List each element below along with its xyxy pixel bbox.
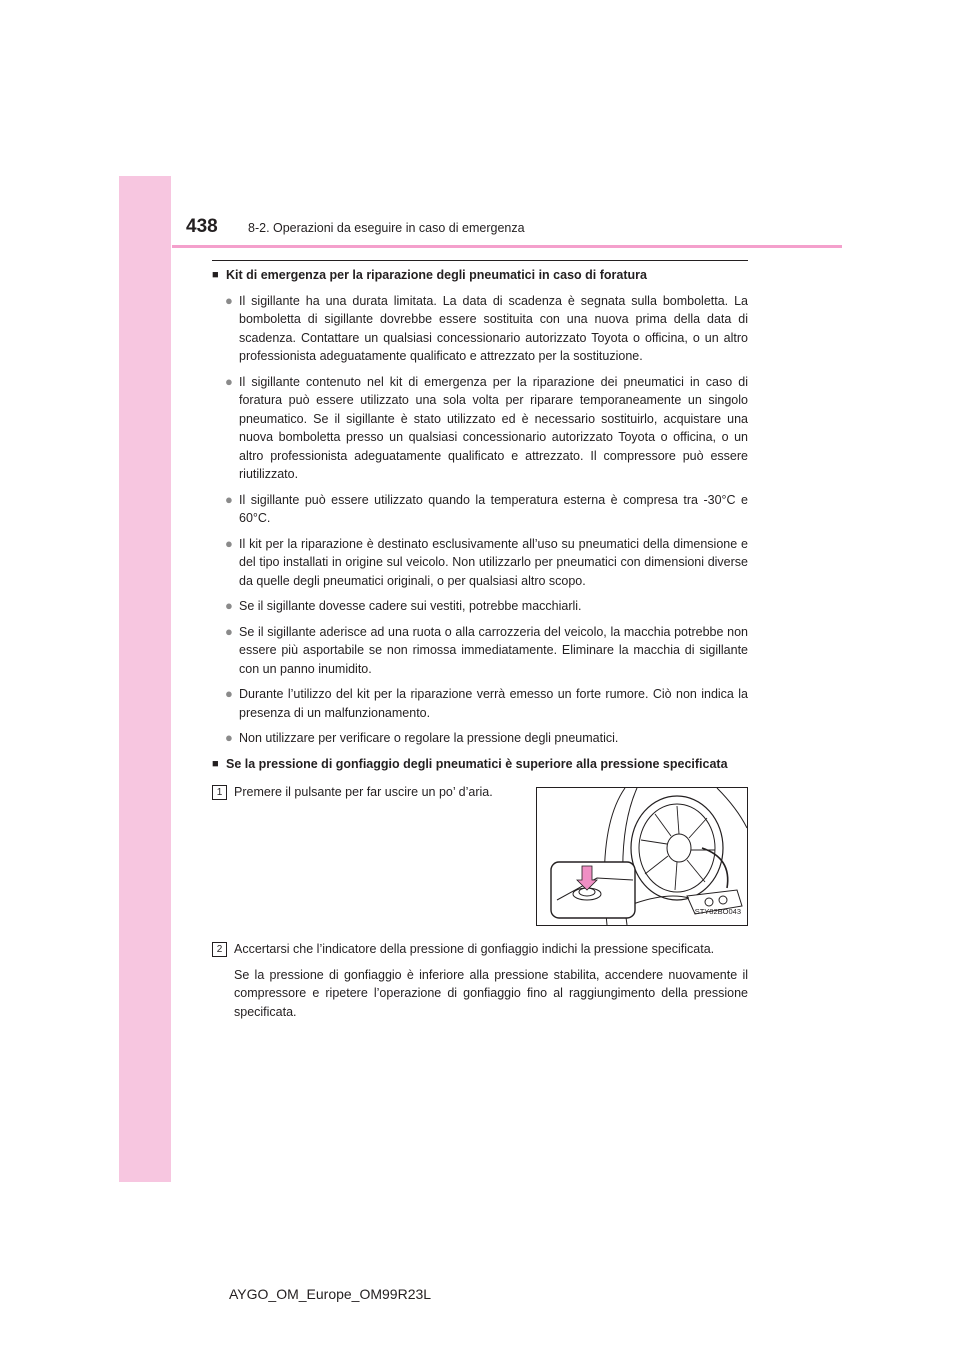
step-number-2: 2: [212, 942, 227, 957]
square-bullet-icon: ■: [212, 757, 219, 770]
list-item: ● Il kit per la riparazione è destinato esclusivamente all’uso su pneumatici della dimensione e del tipo installati in origine sul veicolo. Non utilizzarlo per pneumatici con dimensioni diverse da quelle degli pneumatici originali, o per qualsiasi altro scopo.: [225, 535, 748, 591]
step-2-text: Accertarsi che l’indicatore della pressione di gonfiaggio indichi la pressione specificata.: [234, 942, 715, 956]
circle-bullet-icon: ●: [225, 623, 233, 639]
list-item: ● Se il sigillante aderisce ad una ruota o alla carrozzeria del veicolo, la macchia potrebbe non essere più asportabile se non rimossa immediatamente. Eliminare la macchia di sigillante con un panno inumidito.: [225, 623, 748, 679]
header-rule: [172, 245, 842, 248]
circle-bullet-icon: ●: [225, 373, 233, 389]
section-heading-kit: ■ Kit di emergenza per la riparazione degli pneumatici in caso di foratura: [212, 266, 748, 285]
circle-bullet-icon: ●: [225, 292, 233, 308]
section-rule: [212, 260, 748, 261]
running-head: 8-2. Operazioni da eseguire in caso di emergenza: [248, 221, 525, 235]
step-2-note: Se la pressione di gonfiaggio è inferiore alla pressione stabilita, accendere nuovamente il compressore e ripetere l’operazione di gonfiaggio fino al raggiungimento della pressione specificata.: [234, 967, 748, 1019]
circle-bullet-icon: ●: [225, 686, 233, 701]
document-code: AYGO_OM_Europe_OM99R23L: [229, 1286, 432, 1302]
section-heading-pressure: ■ Se la pressione di gonfiaggio degli pneumatici è superiore alla pressione specificata: [212, 755, 748, 774]
list-item: ● Non utilizzare per verificare o regolare la pressione degli pneumatici.: [225, 729, 748, 748]
step-number-1: 1: [212, 785, 227, 800]
list-item: ● Se il sigillante dovesse cadere sui vestiti, potrebbe macchiarli.: [225, 597, 748, 616]
step-1: [212, 783, 748, 926]
page-content: [212, 266, 748, 1028]
page-number: 438: [186, 216, 218, 237]
list-item: ● Il sigillante ha una durata limitata. La data di scadenza è segnata sulla bomboletta. La bomboletta di sigillante dovrebbe essere sostituita con una nuova prima della data di scadenza. Contattare un qualsiasi concessionario autorizzato Toyota o officina, o un altro professionista adeguatamente qualificato e attrezzato per la sostituzione.: [225, 292, 748, 366]
circle-bullet-icon: ●: [225, 598, 233, 613]
figure-label: STY82BO043: [694, 906, 741, 916]
list-item: ● Il sigillante può essere utilizzato quando la temperatura esterna è compresa tra -30°C e 60°C.: [225, 491, 748, 528]
step-1-text: Premere il pulsante per far uscire un po’ d’aria.: [234, 785, 493, 799]
list-item: ● Il sigillante contenuto nel kit di emergenza per la riparazione dei pneumatici in caso di foratura può essere utilizzato una sola volta per riparare temporaneamente un singolo pneumatico. Se il sigillante è stato utilizzato ed è necessario sostituirlo, acquistare una nuova bomboletta presso un qualsiasi concessionario autorizzato Toyota o officina, o un altro professionista adeguatamente qualificato e attrezzato. Il compressore può essere riutilizzato.: [225, 373, 748, 484]
circle-bullet-icon: ●: [225, 535, 233, 551]
step-2: [212, 940, 748, 1028]
list-item: ● Durante l’utilizzo del kit per la riparazione verrà emesso un forte rumore. Ciò non indica la presenza di un malfunzionamento.: [225, 685, 748, 722]
chapter-tab-sidebar: [119, 176, 171, 1182]
tire-repair-kit-illustration: [536, 787, 748, 926]
square-bullet-icon: ■: [212, 269, 219, 281]
circle-bullet-icon: ●: [225, 491, 233, 507]
circle-bullet-icon: ●: [225, 730, 233, 745]
